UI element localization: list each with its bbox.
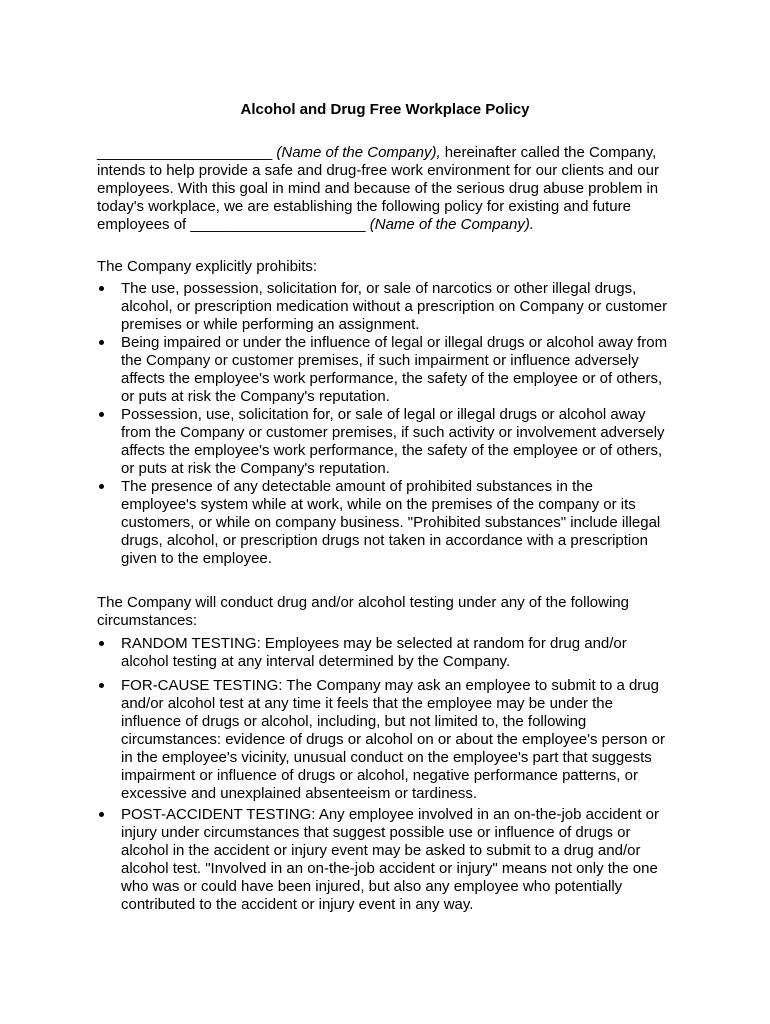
bullet-icon	[99, 412, 104, 417]
list-item-line: injury under circumstances that suggest possible use or influence of drugs or	[121, 824, 631, 841]
company-name-placeholder: (Name of the Company).	[369, 216, 534, 233]
list-item-line: or puts at risk the Company's reputation.	[121, 460, 390, 477]
testing-heading-line: The Company will conduct drug and/or alcohol testing under any of the following	[97, 594, 629, 611]
list-item-line: alcohol testing at any interval determined by the Company.	[121, 653, 511, 670]
list-item-line: in the employee's vicinity, unusual conduct on the employee's part that suggests	[121, 749, 652, 766]
bullet-icon	[99, 812, 104, 817]
list-item-line: The presence of any detectable amount of prohibited substances in the	[121, 478, 593, 495]
list-item-line: who was or could have been injured, but also any employee who potentially	[121, 878, 623, 895]
list-item-line: the Company or customer premises, if such impairment or influence adversely	[121, 352, 639, 369]
list-item	[97, 677, 665, 803]
list-item-line: The use, possession, solicitation for, or sale of narcotics or other illegal drugs,	[121, 280, 637, 297]
list-item-line: drugs, alcohol, or prescription drugs not taken in accordance with a prescription	[121, 532, 648, 549]
bullet-icon	[99, 340, 104, 345]
intro-line	[97, 216, 659, 234]
prohibitions-list	[97, 280, 667, 568]
intro-paragraph	[97, 144, 659, 234]
testing-heading	[97, 594, 629, 630]
list-item	[97, 334, 667, 406]
prohibitions-heading	[97, 258, 317, 276]
intro-line: employees. With this goal in mind and because of the serious drug abuse problem in	[97, 180, 659, 197]
list-item	[97, 635, 665, 671]
list-item-line: from the Company or customer premises, if such activity or involvement adversely	[121, 424, 665, 441]
page-title: Alcohol and Drug Free Workplace Policy	[240, 101, 530, 118]
list-item-line: premises or while performing an assignment.	[121, 316, 420, 333]
intro-line	[97, 144, 659, 162]
list-item-line: alcohol, or prescription medication without a prescription on Company or customer	[121, 298, 668, 315]
list-item-line: RANDOM TESTING: Employees may be selected at random for drug and/or	[121, 635, 627, 652]
company-name-blank: _____________________	[97, 144, 273, 161]
bullet-icon	[99, 683, 104, 688]
list-item-line: alcohol in the accident or injury event may be asked to submit to a drug and/or	[121, 842, 641, 859]
list-item-line: contributed to the accident or injury event in any way.	[121, 896, 474, 913]
prohibitions-heading-text: The Company explicitly prohibits:	[97, 258, 318, 275]
list-item	[97, 406, 667, 478]
list-item-line: affects the employee's work performance, the safety of the employee or of others,	[121, 442, 663, 459]
list-item-line: influence of drugs or alcohol, including, but not limited to, the following	[121, 713, 587, 730]
testing-list	[97, 635, 665, 914]
intro-line-text: hereinafter called the Company,	[444, 144, 657, 161]
list-item-line: affects the employee's work performance, the safety of the employee or of others,	[121, 370, 663, 387]
company-name-blank: _____________________	[190, 216, 366, 233]
bullet-icon	[99, 641, 104, 646]
list-item-line: and/or alcohol test at any time it feels that the employee may be under the	[121, 695, 613, 712]
list-item	[97, 280, 667, 334]
list-item-line: Possession, use, solicitation for, or sale of legal or illegal drugs or alcohol away	[121, 406, 646, 423]
list-item-line: excessive and unexplained absenteeism or tardiness.	[121, 785, 478, 802]
list-item	[97, 806, 665, 914]
list-item-line: alcohol test. "Involved in an on-the-job accident or injury" means not only the one	[121, 860, 658, 877]
list-item-line: employee's system while at work, while on the premises of the company or its	[121, 496, 636, 513]
intro-line: intends to help provide a safe and drug-free work environment for our clients and our	[97, 162, 659, 179]
list-item-line: or puts at risk the Company's reputation.	[121, 388, 390, 405]
list-item-line: FOR-CAUSE TESTING: The Company may ask an employee to submit to a drug	[121, 677, 659, 694]
list-item-line: circumstances: evidence of drugs or alcohol on or about the employee's person or	[121, 731, 665, 748]
bullet-icon	[99, 286, 104, 291]
company-name-placeholder: (Name of the Company),	[276, 144, 441, 161]
list-item-line: POST-ACCIDENT TESTING: Any employee involved in an on-the-job accident or	[121, 806, 660, 823]
intro-line-text: employees of	[97, 216, 187, 233]
testing-heading-line: circumstances:	[97, 612, 198, 629]
list-item-line: impairment or influence of drugs or alcohol, negative performance patterns, or	[121, 767, 638, 784]
list-item-line: customers, or while on company business. "Prohibited substances" include illegal	[121, 514, 661, 531]
list-item	[97, 478, 667, 568]
intro-line: today's workplace, we are establishing the following policy for existing and future	[97, 198, 631, 215]
list-item-line: given to the employee.	[121, 550, 272, 567]
bullet-icon	[99, 484, 104, 489]
list-item-line: Being impaired or under the influence of legal or illegal drugs or alcohol away from	[121, 334, 668, 351]
